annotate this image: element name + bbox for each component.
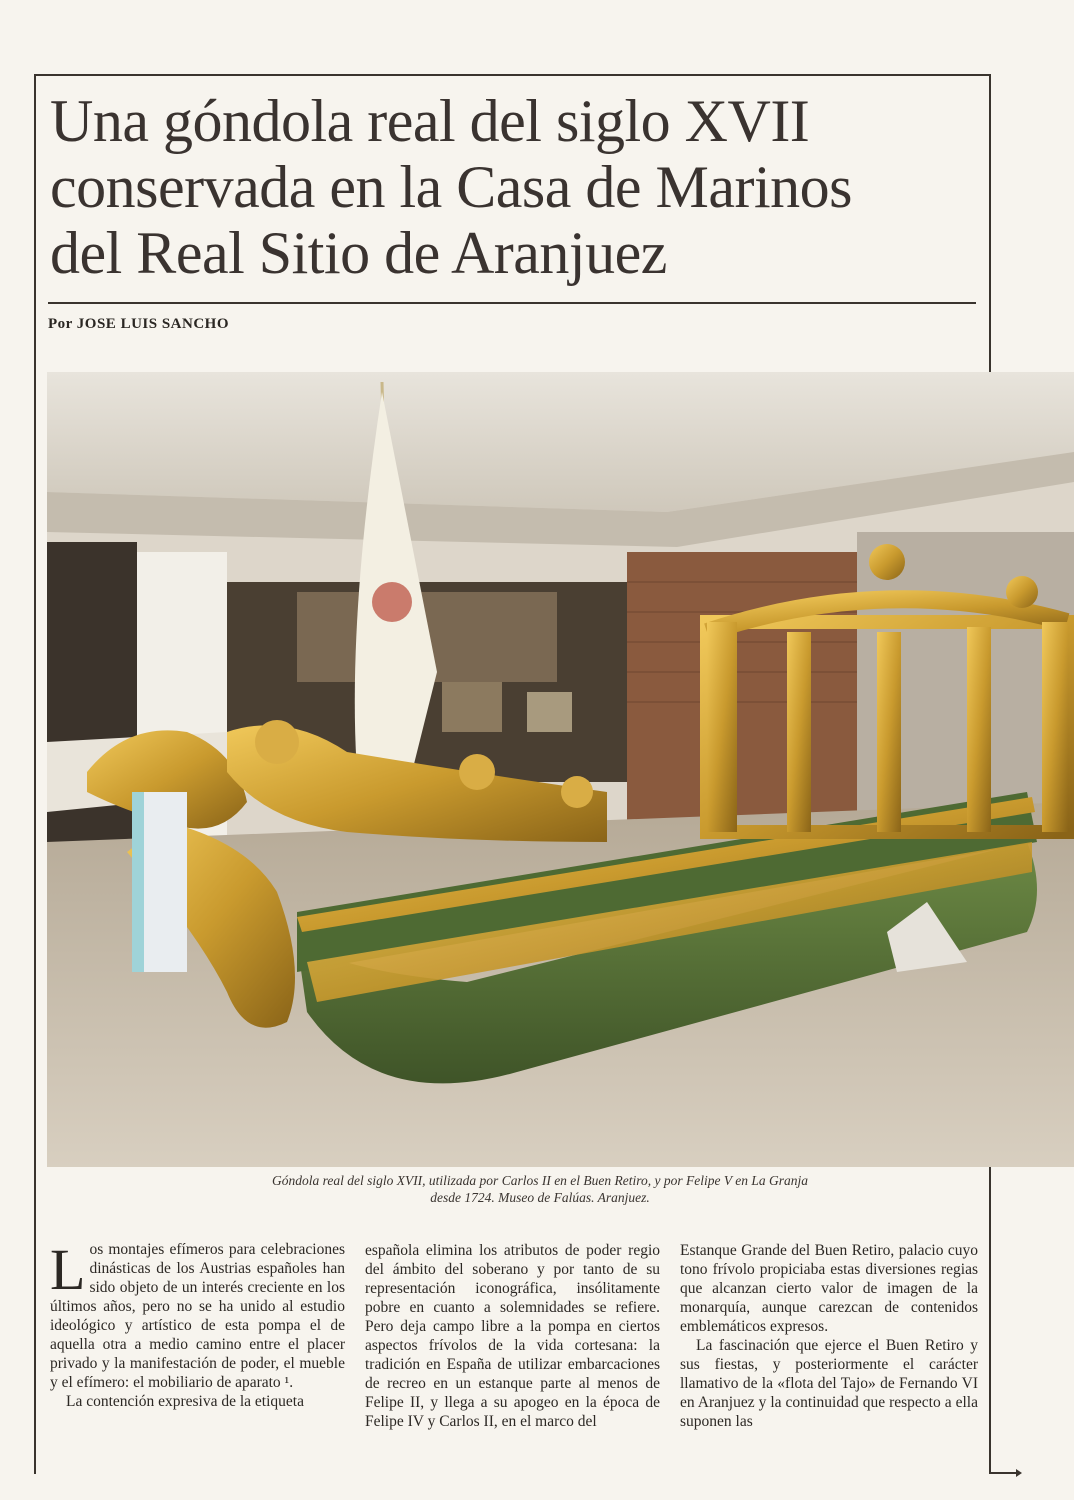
paragraph: La fascinación que ejerce el Buen Retiro y sus fiestas, y posteriormente el carácter llamativo de la «flota del Tajo» de Fernando VI en Aranjuez y la continuidad que respecto a ella suponen las (680, 1337, 978, 1430)
title-line: conservada en la Casa de Marinos (50, 154, 853, 220)
title-line: Una góndola real del siglo XVII (50, 88, 810, 154)
paragraph: Estanque Grande del Buen Retiro, palacio cuyo tono frívolo propiciaba estas diversiones regias que alcanzan cierto valor de imagen de la monarquía, aunque carezcan de contenidos emblemáticos expresos. (680, 1242, 978, 1335)
drop-cap: L (50, 1237, 86, 1302)
paragraph: española elimina los atributos de poder regio del ámbito del soberano y por tanto de su representación iconográfica, insólitamente pobre en cuanto a solemnidades se refiere. Pero deja campo libre a la pompa en ciertos aspectos frívolos de la vida cortesana: la tradición en España de utilizar embarcaciones de recreo en un estanque parte al menos de Felipe II, y llega a su apogeo en la época de Felipe IV y Carlos II, en el marco del (365, 1242, 660, 1430)
paragraph: La contención expresiva de la etiqueta (66, 1393, 304, 1410)
body-column-3 (680, 1241, 978, 1431)
body-column-1 (50, 1237, 345, 1411)
photo-caption (150, 1172, 930, 1206)
body-column-2 (365, 1241, 660, 1431)
article-title (50, 88, 980, 286)
title-divider (48, 302, 976, 304)
paragraph (50, 1237, 345, 1392)
caption-line: desde 1724. Museo de Falúas. Aranjuez. (430, 1190, 650, 1205)
continue-arrow-icon (990, 1468, 1022, 1478)
byline: Por JOSE LUIS SANCHO (48, 316, 230, 332)
paragraph-text: os montajes efímeros para celebraciones dinásticas de los Austrias españoles han sido objeto de un interés creciente en los últimos años, pero no se ha unido al estudio ideológico y artístico de esta pompa el de aquella otra a medio camino entre el placer privado y la manifestación de poder, el mueble y el efímero: el mobiliario de aparato ¹. (50, 1241, 345, 1391)
title-line: del Real Sitio de Aranjuez (50, 220, 667, 286)
caption-line: Góndola real del siglo XVII, utilizada por Carlos II en el Buen Retiro, y por Felipe V en La Granja (271, 1173, 809, 1188)
gondola-photo (47, 372, 1074, 1167)
